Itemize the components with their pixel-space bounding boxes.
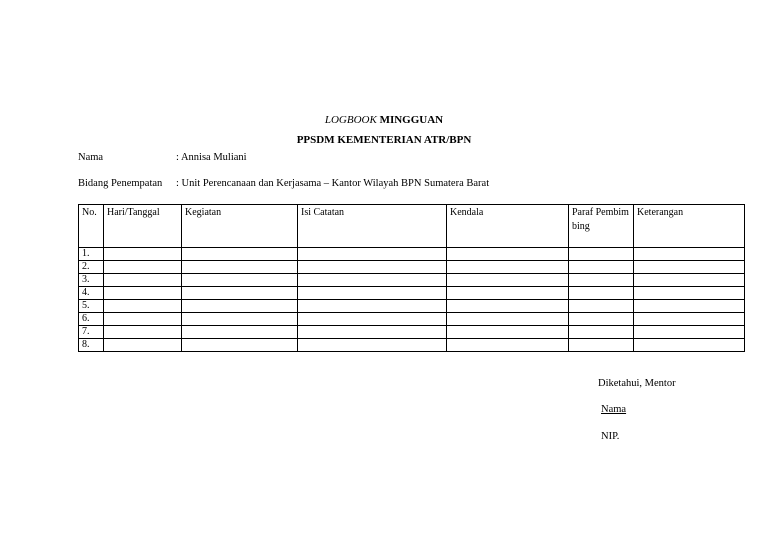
table-cell: [569, 313, 634, 326]
row-number: 2.: [79, 261, 104, 274]
table-cell: [182, 287, 298, 300]
table-cell: [634, 261, 745, 274]
table-cell: [447, 326, 569, 339]
col-header-keterangan: Keterangan: [634, 205, 745, 248]
table-cell: [569, 287, 634, 300]
table-cell: [447, 339, 569, 352]
table-cell: [634, 248, 745, 261]
table-cell: [569, 261, 634, 274]
table-cell: [104, 313, 182, 326]
table-cell: [182, 300, 298, 313]
table-row: [79, 326, 745, 339]
bidang-value: : Unit Perencanaan dan Kerjasama – Kantor Wilayah BPN Sumatera Barat: [176, 178, 490, 189]
table-cell: [569, 300, 634, 313]
col-header-isi-catatan: Isi Catatan: [298, 205, 447, 248]
row-number: 1.: [79, 248, 104, 261]
row-number: 7.: [79, 326, 104, 339]
table-cell: [569, 248, 634, 261]
bidang-label: Bidang Penempatan: [78, 178, 163, 189]
row-number: 3.: [79, 274, 104, 287]
col-header-kendala: Kendala: [447, 205, 569, 248]
table-cell: [298, 248, 447, 261]
title-logbook: LOGBOOK: [324, 114, 377, 126]
table-cell: [298, 326, 447, 339]
table-cell: [634, 326, 745, 339]
table-cell: [104, 287, 182, 300]
table-row: [79, 313, 745, 326]
table-header-row: [79, 205, 745, 248]
table-cell: [634, 313, 745, 326]
table-cell: [298, 287, 447, 300]
table-cell: [569, 326, 634, 339]
table-cell: [182, 274, 298, 287]
document-title: [0, 113, 768, 127]
table-row: [79, 300, 745, 313]
table-cell: [298, 313, 447, 326]
table-cell: [298, 300, 447, 313]
table-cell: [182, 261, 298, 274]
table-row: [79, 261, 745, 274]
table-row: [79, 339, 745, 352]
signature-nip: NIP.: [601, 431, 620, 442]
table-cell: [182, 248, 298, 261]
table-cell: [447, 248, 569, 261]
table-cell: [447, 287, 569, 300]
table-cell: [634, 274, 745, 287]
name-label: Nama: [78, 152, 104, 163]
col-header-hari-tanggal: Hari/Tanggal: [104, 205, 182, 248]
signature-known-by: Diketahui, Mentor: [598, 378, 676, 389]
table-cell: [104, 261, 182, 274]
table-row: [79, 274, 745, 287]
name-value: : Annisa Muliani: [176, 152, 247, 163]
row-number: 6.: [79, 313, 104, 326]
name-field: [78, 151, 247, 165]
table-cell: [569, 339, 634, 352]
title-mingguan: MINGGUAN: [376, 114, 444, 126]
table-cell: [182, 339, 298, 352]
row-number: 4.: [79, 287, 104, 300]
row-number: 5.: [79, 300, 104, 313]
col-header-paraf-pembimbing: Paraf Pembimbing: [569, 205, 634, 248]
table-cell: [569, 274, 634, 287]
signature-name: Nama: [601, 404, 627, 415]
col-header-kegiatan: Kegiatan: [182, 205, 298, 248]
table-cell: [634, 287, 745, 300]
table-cell: [447, 300, 569, 313]
table-cell: [298, 339, 447, 352]
col-header-no: No.: [79, 205, 104, 248]
table-cell: [182, 326, 298, 339]
row-number: 8.: [79, 339, 104, 352]
table-cell: [447, 313, 569, 326]
table-cell: [298, 274, 447, 287]
table-cell: [298, 261, 447, 274]
logbook-table: [78, 204, 745, 352]
table-cell: [634, 339, 745, 352]
table-cell: [104, 326, 182, 339]
table-cell: [104, 300, 182, 313]
table-cell: [634, 300, 745, 313]
table-cell: [104, 248, 182, 261]
table-cell: [104, 274, 182, 287]
table-row: [79, 287, 745, 300]
table-cell: [447, 274, 569, 287]
bidang-field: [78, 177, 489, 191]
document-subtitle: PPSDM KEMENTERIAN ATR/BPN: [296, 134, 472, 146]
table-row: [79, 248, 745, 261]
table-cell: [104, 339, 182, 352]
table-cell: [182, 313, 298, 326]
table-cell: [447, 261, 569, 274]
